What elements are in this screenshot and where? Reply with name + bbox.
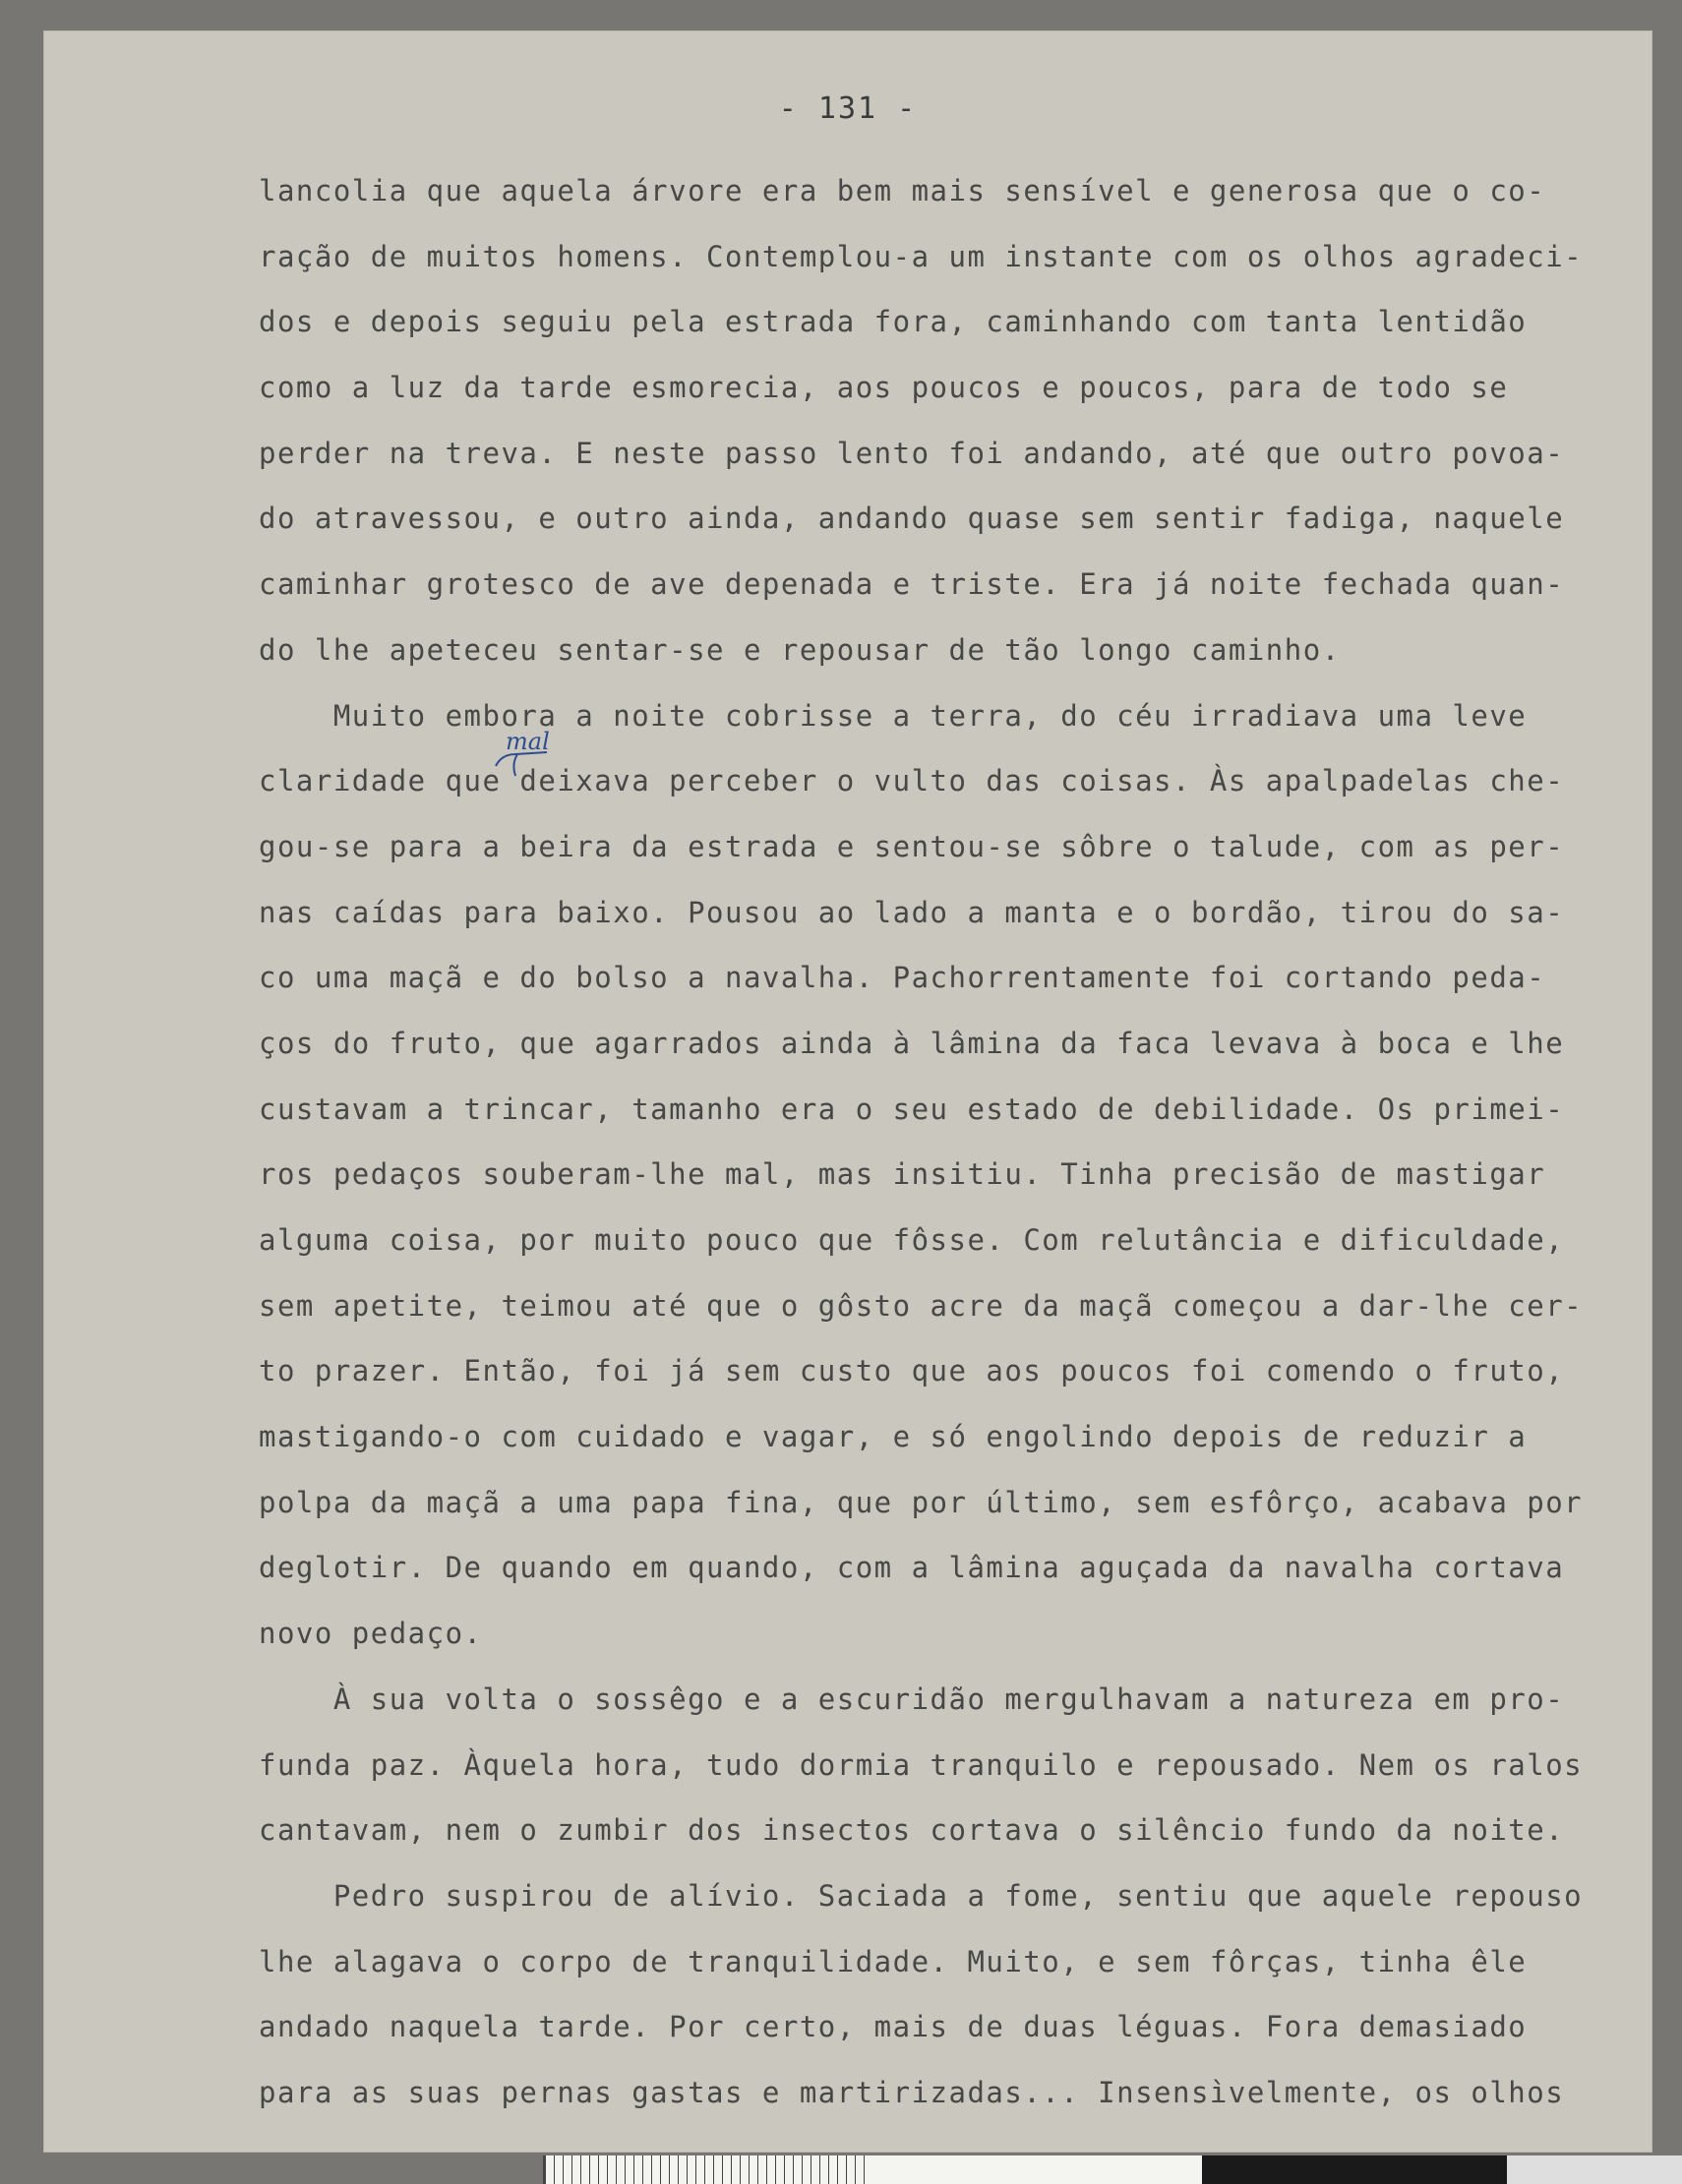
text-line: do atravessou, e outro ainda, andando quase sem sentir fadiga, naquele xyxy=(259,502,1565,536)
text-line: funda paz. Àquela hora, tudo dormia tranquilo e repousado. Nem os ralos xyxy=(259,1747,1584,1782)
scale-ruler xyxy=(543,2155,1682,2184)
text-line: custavam a trincar, tamanho era o seu estado de debilidade. Os primei- xyxy=(259,1092,1565,1126)
text-line: ração de muitos homens. Contemplou-a um instante com os olhos agradeci- xyxy=(259,239,1584,273)
text-line: caminhar grotesco de ave depenada e triste. Era já noite fechada quan- xyxy=(259,567,1565,602)
text-line: to prazer. Então, foi já sem custo que aos poucos foi comendo o fruto, xyxy=(259,1354,1565,1388)
text-line: Pedro suspirou de alívio. Saciada a fome, sentiu que aquele repouso xyxy=(259,1878,1584,1913)
text-line: cantavam, nem o zumbir dos insectos cortava o silêncio fundo da noite. xyxy=(259,1813,1565,1848)
text-line: Muito embora a noite cobrisse a terra, do céu irradiava uma leve xyxy=(259,698,1528,733)
handwritten-annotation: mal xyxy=(506,728,550,755)
ruler-gray-segment xyxy=(1507,2155,1682,2184)
text-line: gou-se para a beira da estrada e sentou-se sôbre o talude, com as per- xyxy=(259,829,1565,863)
text-line: andado naquela tarde. Por certo, mais de duas léguas. Fora demasiado xyxy=(259,2010,1528,2044)
text-line: polpa da maçã a uma papa fina, que por último, sem esfôrço, acabava por xyxy=(259,1485,1584,1519)
text-line: como a luz da tarde esmorecia, aos poucos e poucos, para de todo se xyxy=(259,371,1509,405)
text-line: para as suas pernas gastas e martirizadas... Insensìvelmente, os olhos xyxy=(259,2075,1565,2109)
text-line: alguma coisa, por muito pouco que fôsse. Com relutância e dificuldade, xyxy=(259,1223,1565,1257)
text-line: mastigando-o com cuidado e vagar, e só engolindo depois de reduzir a xyxy=(259,1420,1528,1454)
ruler-ticks xyxy=(545,2155,870,2184)
text-line: sem apetite, teimou até que o gôsto acre da maçã começou a dar-lhe cer- xyxy=(259,1288,1584,1323)
text-line: claridade que deixava perceber o vulto das coisas. Às apalpadelas che- xyxy=(259,764,1565,798)
text-line: novo pedaço. xyxy=(259,1617,483,1651)
text-line: ços do fruto, que agarrados ainda à lâmina da faca levava à boca e lhe xyxy=(259,1026,1565,1060)
text-line: do lhe apeteceu sentar-se e repousar de tão longo caminho. xyxy=(259,632,1341,667)
text-line: lancolia que aquela árvore era bem mais sensível e generosa que o co- xyxy=(259,174,1546,207)
text-line: deglotir. De quando em quando, com a lâmina aguçada da navalha cortava xyxy=(259,1551,1565,1585)
text-line: dos e depois seguiu pela estrada fora, caminhando com tanta lentidão xyxy=(259,305,1528,339)
ruler-black-segment xyxy=(1202,2155,1507,2184)
text-line: co uma maçã e do bolso a navalha. Pachorrentamente foi cortando peda- xyxy=(259,961,1546,995)
text-line: lhe alagava o corpo de tranquilidade. Muito, e sem fôrças, tinha êle xyxy=(259,1944,1528,1978)
text-line: À sua volta o sossêgo e a escuridão mergulhavam a natureza em pro- xyxy=(259,1682,1565,1716)
typed-page xyxy=(43,30,1652,2153)
body-text xyxy=(259,158,1675,2126)
text-line: perder na treva. E neste passo lento foi andando, até que outro povoa- xyxy=(259,436,1565,470)
text-line: nas caídas para baixo. Pousou ao lado a manta e o bordão, tirou do sa- xyxy=(259,895,1565,929)
page-number: - 131 - xyxy=(778,91,918,126)
text-line: ros pedaços souberam-lhe mal, mas insitiu. Tinha precisão de mastigar xyxy=(259,1157,1546,1192)
